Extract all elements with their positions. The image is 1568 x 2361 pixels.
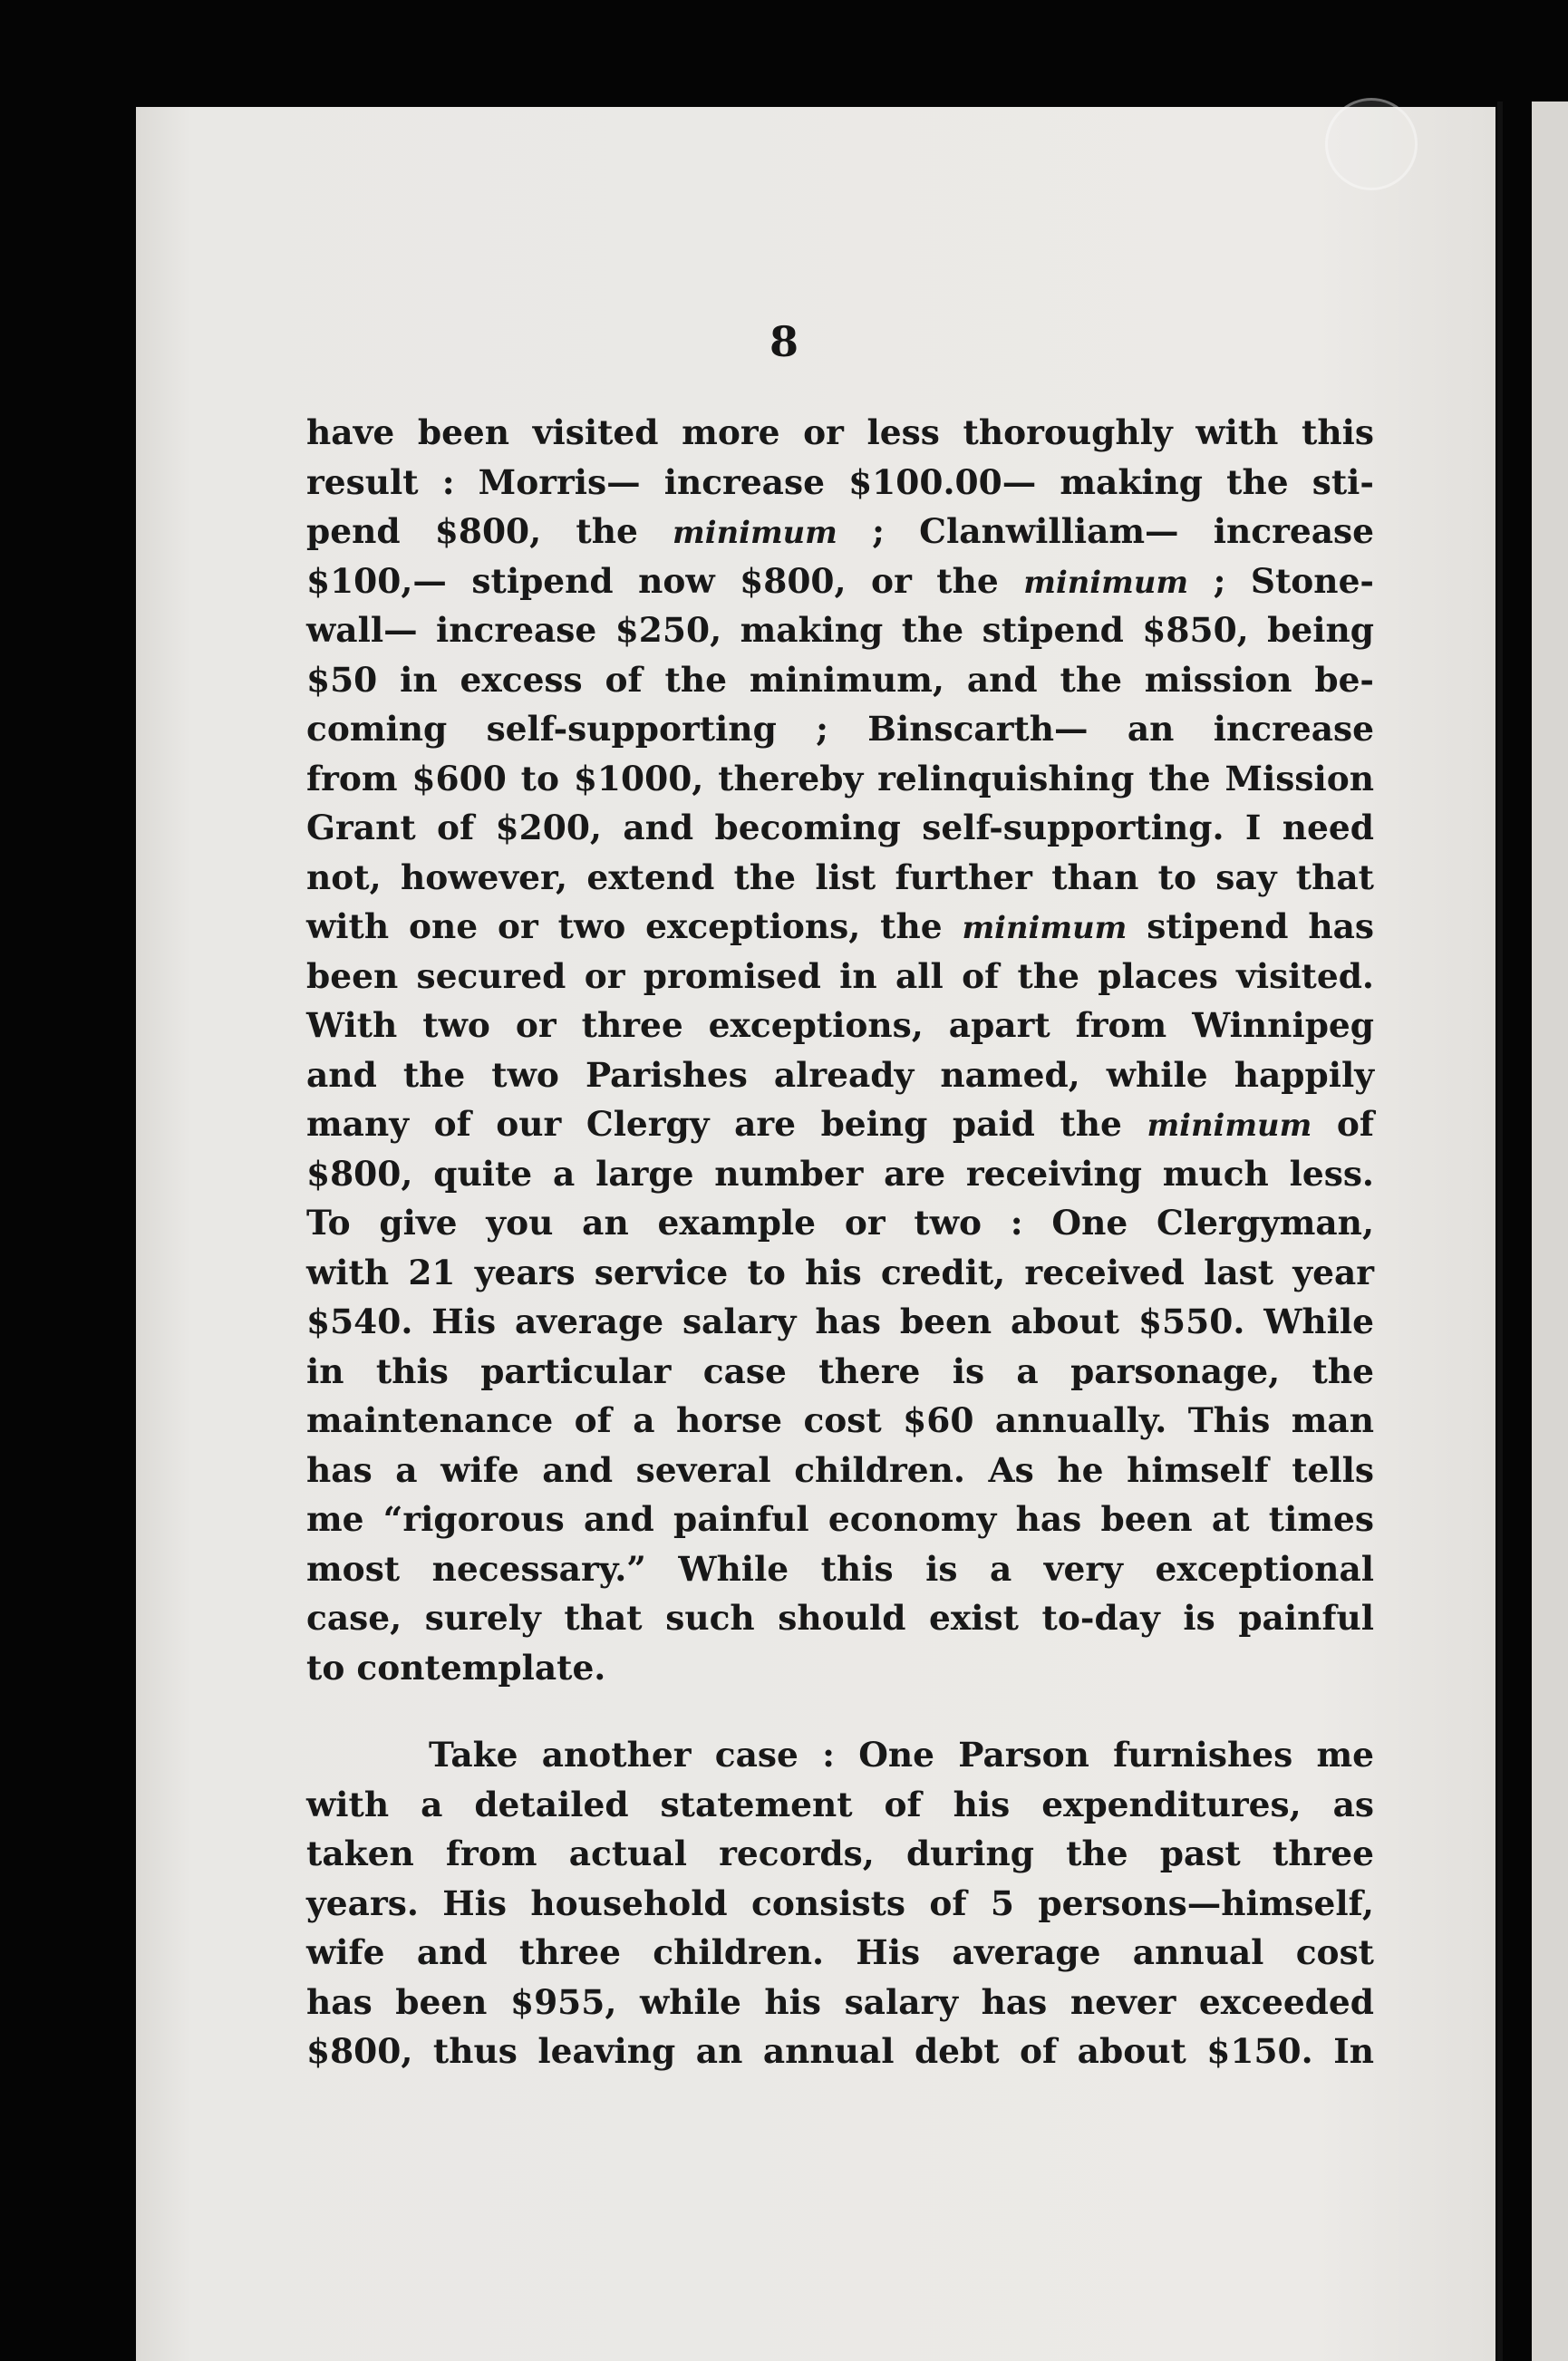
text-line: To give you an example or two : One Clergyman, [306,1203,1374,1243]
page-edge-divider [1497,102,1503,2361]
text-line: case, surely that such should exist to-day is painful [306,1598,1374,1638]
text-line: to contemplate. [306,1647,606,1688]
text-line: from $600 to $1000, thereby relinquishing the Mission [306,758,1374,798]
text-line: wife and three children. His average annual cost [306,1932,1374,1972]
body-text [306,408,1374,2076]
text-line: result : Morris— increase $100.00— making the sti- [306,461,1374,502]
text-line: coming self-supporting ; Binscarth— an increase [306,709,1374,749]
text-line: in this particular case there is a parsonage, the [306,1350,1374,1391]
text-line: Take another case : One Parson furnishes me [429,1735,1374,1775]
paragraph-2 [306,1730,1374,2076]
text-line: me “rigorous and painful economy has been at times [306,1499,1374,1539]
page-number: 8 [769,317,799,366]
text-line: many of our Clergy are being paid the minimum of [306,1104,1375,1144]
text-line: with one or two exceptions, the minimum stipend has [306,906,1374,946]
text-line: taken from actual records, during the past three [306,1834,1374,1873]
adjacent-page-edge [1532,102,1568,2361]
text-line: years. His household consists of 5 persons—himself, [306,1882,1374,1923]
text-line: Grant of $200, and becoming self-supporting. I need [306,808,1374,847]
text-line: $50 in excess of the minimum, and the mission be- [306,659,1374,700]
text-line: been secured or promised in all of the places visited. [306,955,1374,996]
text-line: most necessary.” While this is a very exceptional [306,1548,1374,1589]
text-line: have been visited more or less thoroughly with this [306,412,1374,452]
text-line: with 21 years service to his credit, received last year [306,1252,1374,1292]
text-line: $800, quite a large number are receiving much less. [306,1153,1374,1194]
paragraph-1 [306,408,1374,1692]
text-line: $100,— stipend now $800, or the minimum ; Stone- [306,560,1374,601]
text-line: wall— increase $250, making the stipend $850, being [306,610,1374,650]
text-line: maintenance of a horse cost $60 annually. This man [306,1400,1374,1440]
text-line: not, however, extend the list further than to say that [306,856,1374,897]
text-line: pend $800, the minimum ; Clanwilliam— increase [306,511,1374,551]
text-line: and the two Parishes already named, while happily [306,1054,1374,1095]
text-line: has been $955, while his salary has never exceeded [306,1981,1374,2022]
text-line: $800, thus leaving an annual debt of about $150. In [306,2031,1374,2071]
text-line: $540. His average salary has been about $550. While [306,1301,1374,1341]
library-stamp [1325,98,1418,190]
text-line: With two or three exceptions, apart from Winnipeg [306,1005,1374,1045]
text-line: with a detailed statement of his expenditures, as [306,1784,1374,1824]
text-line: has a wife and several children. As he himself tells [306,1449,1374,1490]
